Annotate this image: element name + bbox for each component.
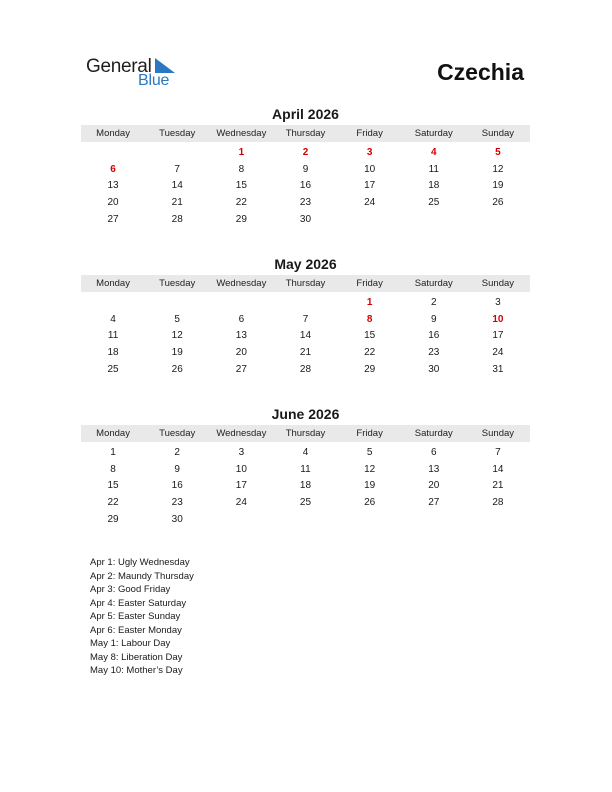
logo-general-text: General	[86, 56, 152, 77]
day-cell: 28	[171, 213, 183, 225]
day-cell: 4	[302, 447, 309, 458]
day-cell: 27	[428, 497, 440, 509]
day-cell: 30	[171, 513, 183, 525]
empty-day-cell	[402, 512, 466, 529]
empty-day-cell	[338, 212, 402, 229]
day-cell: 24	[235, 497, 247, 509]
day-cell: 14	[299, 330, 312, 342]
day-cell: 30	[428, 363, 440, 375]
day-cell: 2	[302, 147, 309, 158]
day-cell: 7	[302, 313, 309, 325]
day-cell: 5	[366, 447, 373, 458]
week-row	[81, 495, 530, 512]
day-cell: 21	[492, 480, 504, 492]
week-row	[81, 512, 530, 529]
week-row	[81, 295, 530, 312]
day-cell: 5	[174, 313, 180, 325]
day-cell: 13	[107, 180, 119, 192]
month-calendar	[81, 256, 530, 378]
day-cell: 1	[110, 447, 116, 458]
day-cell: 23	[171, 497, 183, 509]
empty-day-cell	[273, 512, 337, 529]
day-cell: 11	[428, 163, 439, 175]
day-cell: 16	[428, 330, 440, 342]
day-cell: 25	[428, 197, 440, 209]
week-row	[81, 328, 530, 345]
weekday-header	[81, 125, 530, 142]
week-row	[81, 462, 530, 479]
empty-day-cell	[145, 145, 209, 162]
holiday-entry: Apr 5: Easter Sunday	[90, 611, 181, 622]
day-cell: 9	[174, 463, 180, 475]
day-cell: 6	[430, 447, 437, 458]
day-cell: 12	[492, 163, 504, 175]
day-cell: 24	[492, 347, 504, 359]
weekday-header	[81, 425, 530, 442]
day-cell: 8	[110, 463, 116, 475]
day-cell: 7	[495, 447, 501, 458]
logo	[86, 56, 186, 92]
day-cell: 31	[492, 363, 504, 375]
month-title: April 2026	[272, 106, 339, 122]
week-row	[81, 162, 530, 179]
day-cell: 22	[107, 497, 119, 509]
weekday-label: Monday	[96, 428, 130, 439]
logo-blue-text: Blue	[138, 72, 170, 89]
day-cell: 14	[171, 180, 183, 192]
day-cell: 19	[364, 480, 376, 492]
weekday-header	[81, 275, 530, 292]
day-cell: 27	[107, 213, 119, 225]
week-row	[81, 345, 530, 362]
day-cell: 17	[235, 480, 247, 492]
weekday-label: Sunday	[481, 278, 515, 289]
weekday-label: Tuesday	[159, 278, 196, 289]
day-cell: 2	[174, 447, 180, 458]
day-cell: 20	[428, 480, 440, 492]
empty-day-cell	[466, 512, 530, 529]
day-cell: 13	[235, 330, 247, 342]
day-cell: 29	[364, 363, 376, 375]
week-row	[81, 312, 530, 329]
day-cell: 9	[302, 163, 309, 175]
day-cell: 23	[428, 347, 440, 359]
day-cell: 6	[238, 313, 245, 325]
day-cell: 4	[110, 313, 116, 325]
day-cell: 14	[492, 463, 504, 475]
weekday-label: Monday	[96, 128, 130, 139]
day-cell: 3	[238, 447, 245, 458]
day-cell: 23	[299, 197, 312, 209]
weekday-label: Tuesday	[159, 128, 196, 139]
month-title: May 2026	[274, 256, 337, 272]
day-cell: 12	[364, 463, 376, 475]
day-cell: 10	[364, 163, 376, 175]
weekday-label: Sunday	[481, 128, 515, 139]
week-row	[81, 195, 530, 212]
day-cell: 3	[495, 297, 501, 308]
weekday-label: Saturday	[414, 128, 453, 139]
week-row	[81, 445, 530, 462]
month-calendar	[81, 106, 530, 228]
day-cell: 21	[171, 197, 183, 209]
holiday-entry: May 8: Liberation Day	[90, 651, 183, 663]
day-cell: 25	[299, 497, 312, 509]
day-cell: 25	[107, 363, 119, 375]
day-cell: 16	[171, 480, 183, 492]
day-cell: 22	[235, 197, 247, 209]
day-cell: 26	[171, 363, 183, 375]
empty-day-cell	[273, 295, 337, 312]
week-row	[81, 362, 530, 379]
holiday-entry: Apr 2: Maundy Thursday	[90, 570, 194, 582]
day-cell: 8	[238, 163, 245, 175]
day-cell: 4	[430, 147, 437, 158]
day-cell: 5	[495, 147, 501, 158]
empty-day-cell	[466, 212, 530, 229]
day-cell: 9	[430, 313, 437, 325]
week-row	[81, 145, 530, 162]
holiday-entry: Apr 1: Ugly Wednesday	[90, 557, 190, 568]
day-cell: 1	[238, 147, 245, 158]
day-cell: 2	[430, 297, 437, 308]
day-cell: 20	[107, 197, 119, 209]
empty-day-cell	[81, 145, 145, 162]
weekday-label: Saturday	[414, 278, 453, 289]
day-cell: 15	[107, 480, 119, 492]
day-cell: 17	[364, 180, 376, 192]
day-cell: 20	[235, 347, 247, 359]
day-cell: 18	[107, 347, 119, 359]
day-cell: 12	[171, 330, 183, 342]
day-cell: 29	[107, 513, 119, 525]
day-cell: 30	[299, 213, 312, 225]
day-cell: 19	[492, 180, 504, 192]
weekday-label: Sunday	[481, 428, 515, 439]
empty-day-cell	[145, 295, 209, 312]
day-cell: 28	[492, 497, 504, 509]
weekday-label: Friday	[356, 278, 383, 289]
empty-day-cell	[402, 212, 466, 229]
week-row	[81, 478, 530, 495]
empty-day-cell	[81, 295, 145, 312]
day-cell: 3	[366, 147, 373, 158]
day-cell: 7	[174, 163, 180, 175]
empty-day-cell	[209, 295, 273, 312]
day-cell: 26	[364, 497, 376, 509]
day-cell: 18	[428, 180, 440, 192]
day-cell: 15	[364, 330, 376, 342]
weekday-label: Tuesday	[159, 428, 196, 439]
day-cell: 24	[364, 197, 376, 209]
country-title: Czechia	[437, 59, 524, 85]
day-cell: 13	[428, 463, 440, 475]
empty-day-cell	[338, 512, 402, 529]
weekday-label: Saturday	[414, 428, 453, 439]
day-cell: 6	[110, 163, 116, 175]
day-cell: 10	[492, 313, 504, 325]
empty-day-cell	[209, 512, 273, 529]
weekday-label: Wednesday	[216, 278, 267, 289]
day-cell: 17	[492, 330, 504, 342]
day-cell: 10	[235, 463, 247, 475]
day-cell: 16	[299, 180, 312, 192]
day-cell: 27	[235, 363, 247, 375]
day-cell: 26	[492, 197, 504, 209]
day-cell: 11	[300, 463, 311, 475]
day-cell: 28	[299, 363, 312, 375]
weekday-label: Friday	[356, 428, 383, 439]
day-cell: 1	[366, 297, 373, 308]
day-cell: 22	[364, 347, 376, 359]
holiday-entry: May 10: Mother’s Day	[90, 665, 183, 676]
weekday-label: Friday	[356, 128, 383, 139]
weekday-label: Thursday	[285, 428, 326, 439]
weekday-label: Thursday	[285, 128, 326, 139]
day-cell: 15	[235, 180, 247, 192]
weekday-label: Wednesday	[216, 128, 267, 139]
holiday-entry: Apr 3: Good Friday	[90, 584, 171, 595]
weekday-label: Wednesday	[216, 428, 267, 439]
holiday-entry: Apr 6: Easter Monday	[90, 624, 182, 636]
day-cell: 18	[299, 480, 312, 492]
month-calendar	[81, 406, 530, 528]
month-title: June 2026	[271, 406, 340, 422]
day-cell: 19	[171, 347, 183, 359]
holiday-entry: Apr 4: Easter Saturday	[90, 597, 187, 609]
week-row	[81, 212, 530, 229]
day-cell: 11	[107, 330, 119, 342]
day-cell: 29	[235, 213, 247, 225]
day-cell: 21	[299, 347, 312, 359]
weekday-label: Monday	[96, 278, 130, 289]
weekday-label: Thursday	[285, 278, 326, 289]
holiday-entry: May 1: Labour Day	[90, 638, 171, 649]
day-cell: 8	[366, 313, 373, 325]
holiday-list	[90, 556, 194, 678]
week-row	[81, 178, 530, 195]
